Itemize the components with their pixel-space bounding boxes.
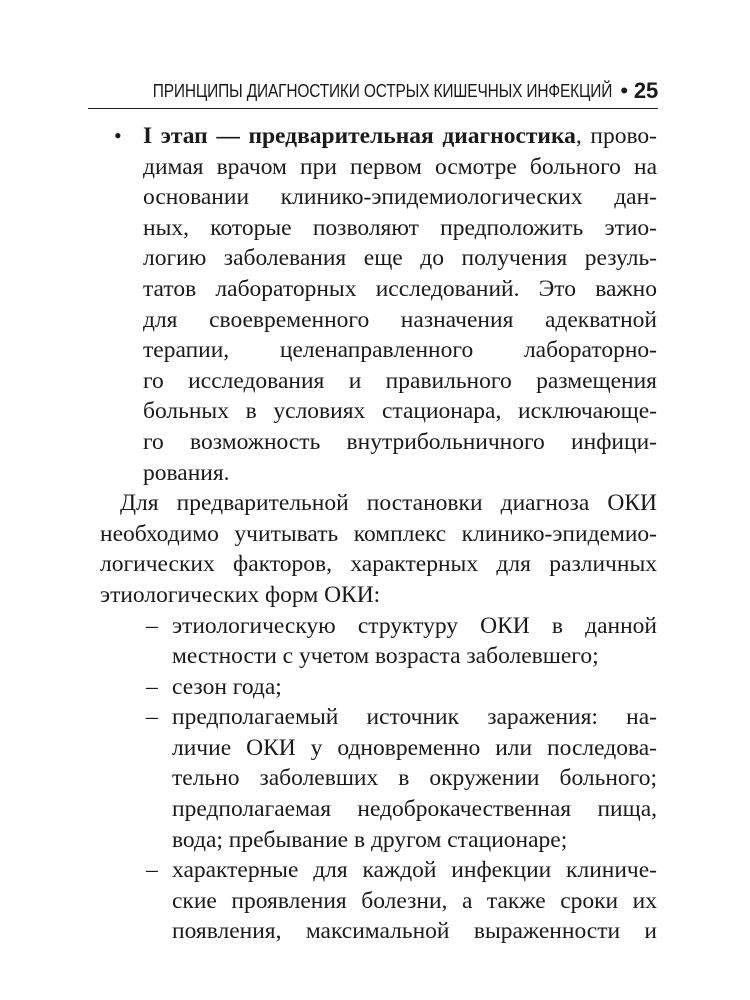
- running-header: [112, 74, 658, 108]
- first-line-rest: , прово-: [575, 123, 657, 149]
- dash-marker: –: [146, 857, 158, 884]
- text-line: больных в условиях стационара, исключающе-: [143, 398, 657, 425]
- text-line: предполагаемая недоброкачественная пища,: [172, 796, 657, 823]
- text-line: [143, 121, 657, 152]
- text-line: ных, которые позволяют предположить этио-: [143, 214, 657, 241]
- text-line: логию заболевания еще до получения резуль-: [143, 245, 657, 272]
- text-line: характерные для каждой инфекции клиниче-: [172, 857, 657, 884]
- text-line: для своевременного назначения адекватной: [143, 306, 657, 333]
- dash-item-etiology: [100, 611, 657, 672]
- text-line: терапии, целенаправленного лабораторно-: [143, 337, 657, 364]
- paragraph-factors: [100, 488, 657, 610]
- text-line: ские проявления болезни, а также сроки их: [172, 887, 657, 914]
- text-line: го возможность внутрибольничного инфици-: [143, 428, 657, 455]
- bullet-marker: •: [114, 123, 122, 148]
- dash-item-clinical: [100, 855, 657, 947]
- text-line: появления, максимальной выраженности и: [172, 918, 657, 945]
- text-line: основании клинико-эпидемиологических дан-: [143, 184, 657, 211]
- dash-marker: –: [146, 673, 158, 700]
- text-line: татов лабораторных исследований. Это важно: [143, 275, 657, 302]
- text-line: необходимо учитывать комплекс клинико-эпидемио-: [100, 520, 657, 547]
- dash-marker: –: [146, 612, 158, 639]
- text-line: тельно заболевших в окружении больного;: [172, 765, 657, 792]
- text-line: логических факторов, характерных для различных: [100, 551, 657, 578]
- page-body: [100, 121, 657, 947]
- text-line: личие ОКИ у одновременно или последова-: [172, 734, 657, 761]
- text-line: этиологических форм ОКИ:: [100, 581, 381, 608]
- dash-item-season: [100, 672, 657, 703]
- text-line: го исследования и правильного размещения: [143, 367, 657, 394]
- page-number: 25: [633, 78, 658, 103]
- text-line: предполагаемый источник заражения: на-: [172, 704, 657, 731]
- header-separator-dot: •: [620, 78, 628, 103]
- text-line: Для предварительной постановки диагноза ОКИ: [120, 490, 657, 517]
- text-line: местности с учетом возраста заболевшего;: [172, 643, 599, 670]
- dash-item-source: [100, 702, 657, 855]
- text-line: вода; пребывание в другом стационаре;: [172, 826, 568, 853]
- bold-lead: I этап — предварительная диагностика: [143, 123, 576, 149]
- text-line: сезон года;: [172, 673, 282, 700]
- text-line: этиологическую структуру ОКИ в данной: [172, 612, 657, 639]
- text-line: рования.: [143, 459, 230, 486]
- text-line: димая врачом при первом осмотре больного на: [143, 153, 657, 180]
- header-rule: [88, 108, 658, 109]
- bullet-item-stage-one: [100, 121, 657, 488]
- running-header-title: ПРИНЦИПЫ ДИАГНОСТИКИ ОСТРЫХ КИШЕЧНЫХ ИНФЕКЦИЙ: [153, 80, 613, 101]
- dash-marker: –: [146, 704, 158, 731]
